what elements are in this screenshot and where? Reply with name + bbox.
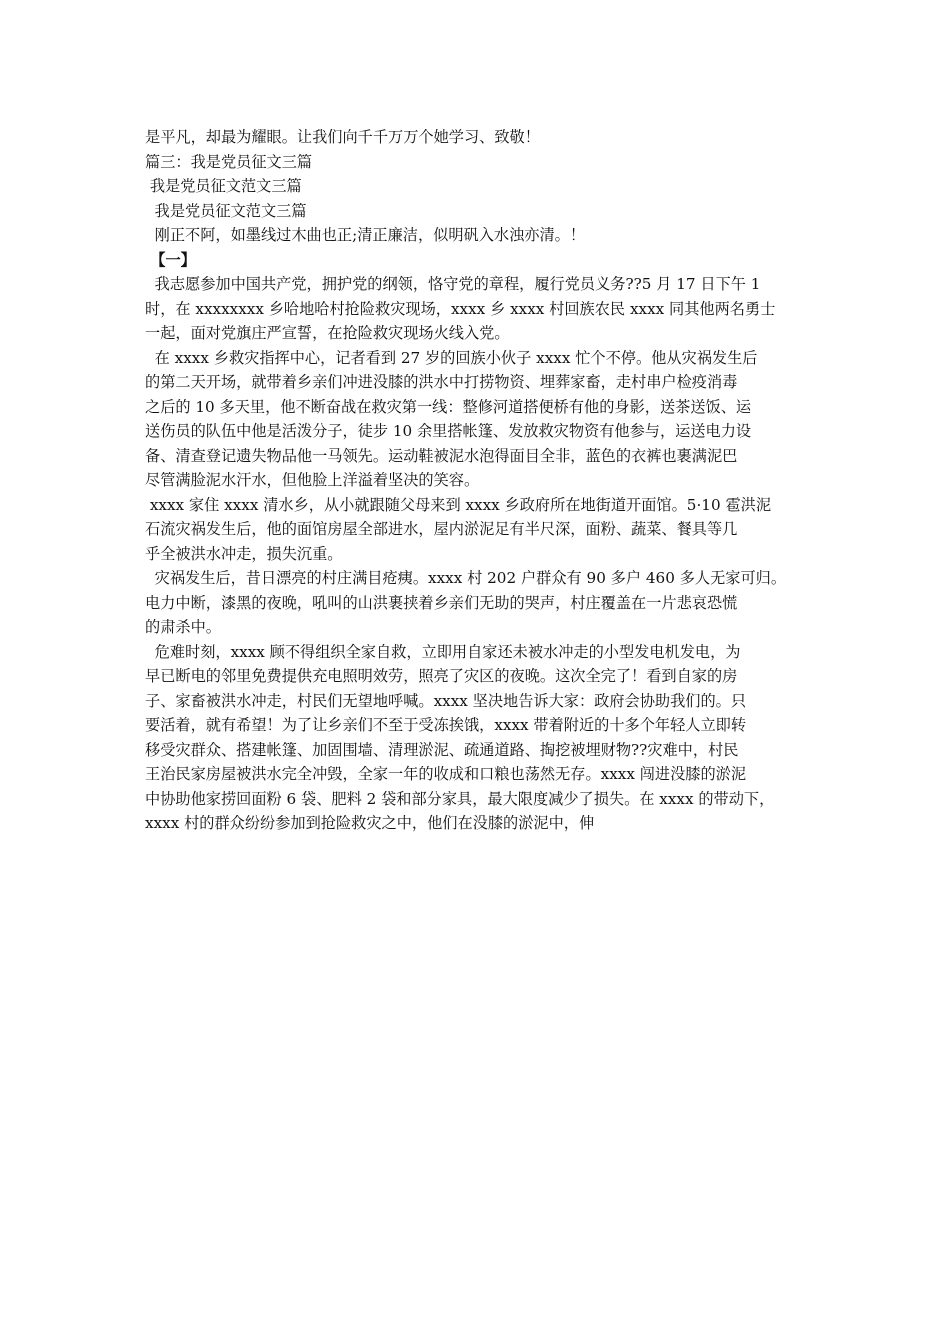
text-line: 的肃杀中。 (145, 618, 221, 636)
text-line: 我志愿参加中国共产党，拥护党的纲领，恪守党的章程，履行党员义务??5 月 17 日下午 1 (145, 275, 761, 293)
text-line: 的第二天开场，就带着乡亲们冲进没膝的洪水中打捞物资、埋葬家畜，走村串户检疫消毒 (145, 373, 738, 391)
text-line: 时，在 xxxxxxxx 乡哈地哈村抢险救灾现场，xxxx 乡 xxxx 村回族农民 xxxx 同其他两名勇士 (145, 299, 776, 318)
text-line: 电力中断，漆黑的夜晚，吼叫的山洪裹挟着乡亲们无助的哭声，村庄覆盖在一片悲哀恐慌 (145, 593, 738, 612)
text-line: 中协助他家捞回面粉 6 袋、肥料 2 袋和部分家具，最大限度减少了损失。在 xxxx 的带动下， (145, 789, 775, 808)
text-line: 一起，面对党旗庄严宣誓，在抢险救灾现场火线入党。 (145, 324, 510, 342)
text-line: 之后的 10 多天里，他不断奋战在救灾第一线：整修河道搭便桥有他的身影，送茶送饭、运 (145, 397, 752, 416)
text-line: 乎全被洪水冲走，损失沉重。 (145, 544, 343, 563)
text-line: 王治民家房屋被洪水完全冲毁，全家一年的收成和口粮也荡然无存。xxxx 闯进没膝的淤泥 (145, 765, 747, 783)
text-line: xxxx 村的群众纷纷参加到抢险救灾之中，他们在没膝的淤泥中，伸 (145, 814, 595, 832)
text-line: 子、家畜被洪水冲走，村民们无望地呼喊。xxxx 坚决地告诉大家：政府会协助我们的。只 (145, 691, 747, 710)
section-heading: 篇三：我是党员征文三篇 (145, 152, 313, 171)
text-line: 早已断电的邻里免费提供充电照明效劳，照亮了灾区的夜晚。这次全完了！看到自家的房 (145, 667, 738, 685)
subtitle-line: 我是党员征文范文三篇 (145, 177, 302, 195)
text-line: 在 xxxx 乡救灾指挥中心，记者看到 27 岁的回族小伙子 xxxx 忙个不停。他从灾祸发生后 (145, 348, 758, 367)
text-line: 灾祸发生后，昔日漂亮的村庄满目疮痍。xxxx 村 202 户群众有 90 多户 460 多人无家可归。 (145, 569, 787, 587)
subtitle-line: 我是党员征文范文三篇 (145, 201, 307, 220)
text-line: 石流灾祸发生后，他的面馆房屋全部进水，屋内淤泥足有半尺深，面粉、蔬菜、餐具等几 (145, 520, 738, 538)
document-body (145, 125, 825, 836)
text-line: 尽管满脸泥水汗水，但他脸上洋溢着坚决的笑容。 (145, 471, 480, 489)
part-heading: 【一】 (145, 250, 196, 269)
text-line: 移受灾群众、搭建帐篷、加固围墙、清理淤泥、疏通道路、掏挖被埋财物??灾难中，村民 (145, 740, 739, 759)
text-line: 备、清查登记遗失物品他一马领先。运动鞋被泥水泡得面目全非，蓝色的衣裤也裹满泥巴 (145, 446, 738, 465)
text-line: 要活着，就有希望！为了让乡亲们不至于受冻挨饿，xxxx 带着附近的十多个年轻人立即转 (145, 716, 747, 734)
text-line: 危难时刻，xxxx 顾不得组织全家自救，立即用自家还未被水冲走的小型发电机发电，为 (145, 642, 741, 661)
text-line: xxxx 家住 xxxx 清水乡，从小就跟随父母来到 xxxx 乡政府所在地街道开面馆。5·10 雹洪泥 (145, 495, 772, 514)
text-line: 刚正不阿，如墨线过木曲也正;清正廉洁，似明矾入水浊亦清。！ (145, 226, 586, 244)
text-line: 是平凡，却最为耀眼。让我们向千千万万个她学习、致敬！ (145, 128, 540, 146)
text-line: 送伤员的队伍中他是活泼分子，徒步 10 余里搭帐篷、发放救灾物资有他参与，运送电力设 (145, 422, 752, 440)
